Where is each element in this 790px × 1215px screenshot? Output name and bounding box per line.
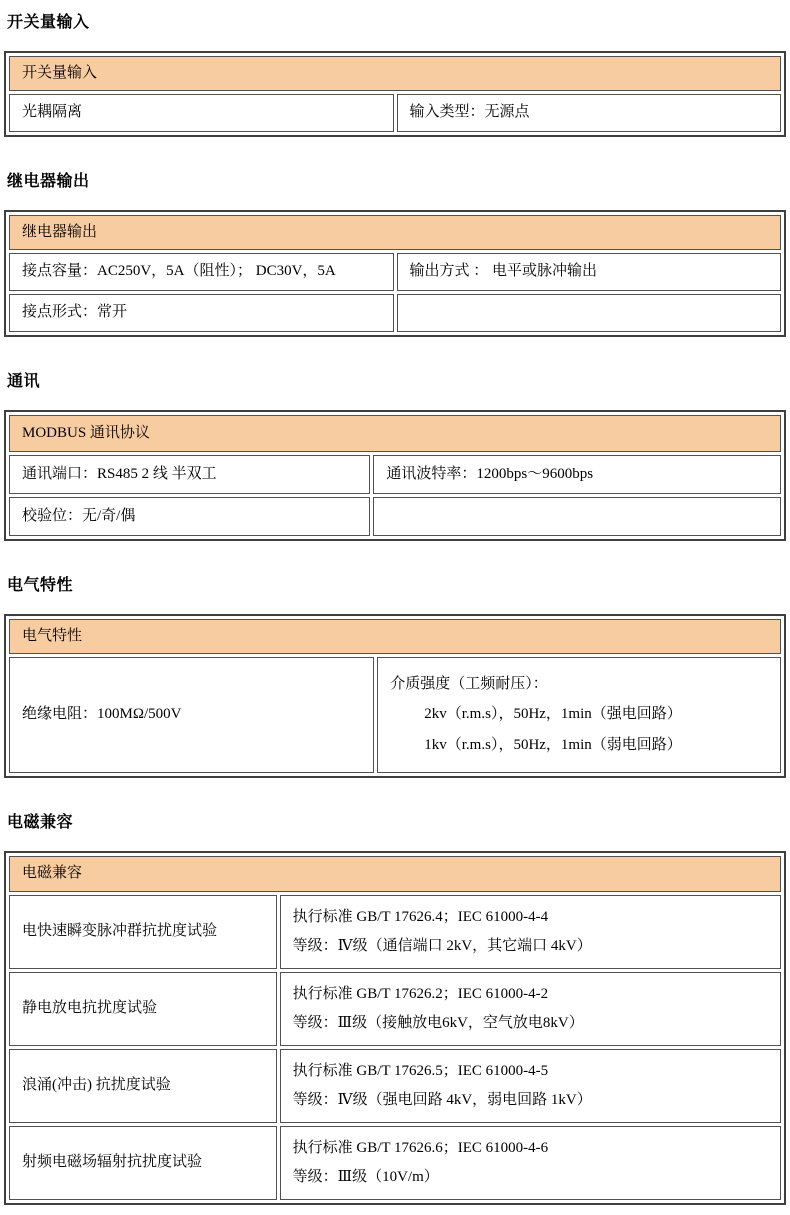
- cell-line: 等级：Ⅳ级（强电回路 4kV，弱电回路 1kV）: [292, 1091, 592, 1108]
- table-cell: 绝缘电阻：100MΩ/500V: [9, 657, 374, 773]
- table-cell: [280, 972, 781, 1046]
- section-heading: 继电器输出: [7, 173, 90, 190]
- table-row: [9, 1049, 781, 1123]
- cell-line: 执行标准 GB/T 17626.6；IEC 61000-4-6: [292, 1140, 549, 1157]
- table-header-cell: 电磁兼容: [9, 856, 781, 892]
- cell-line: 等级：Ⅲ级（接触放电6kV，空气放电8kV）: [292, 1014, 584, 1031]
- section-heading: 开关量输入: [7, 14, 90, 31]
- cell-line: 执行标准 GB/T 17626.2；IEC 61000-4-2: [292, 986, 549, 1003]
- table-cell: 接点容量：AC250V，5A（阻性）； DC30V，5A: [9, 253, 394, 291]
- section-relay-output: [4, 168, 786, 337]
- table-row: [9, 972, 781, 1046]
- table-cell: [280, 895, 781, 969]
- section-switch-input: [4, 9, 786, 137]
- table-cell: 浪涌(冲击) 抗扰度试验: [9, 1049, 277, 1123]
- table-cell: 通讯端口：RS485 2 线 半双工: [9, 455, 370, 494]
- table-cell: 输出方式 ： 电平或脉冲输出: [397, 253, 782, 291]
- table-header-row: [9, 619, 781, 654]
- table-cell: [280, 1049, 781, 1123]
- table-row: [9, 455, 781, 494]
- cell-line: 等级：Ⅲ级（10V/m）: [292, 1168, 439, 1185]
- section-electrical-characteristics: [4, 572, 786, 778]
- table-header-row: [9, 856, 781, 892]
- table-cell: [377, 657, 781, 773]
- table-header-row: [9, 56, 781, 91]
- table-row: [9, 657, 781, 773]
- table-cell: 输入类型：无源点: [397, 94, 782, 132]
- table-cell: 光耦隔离: [9, 94, 394, 132]
- table-row: [9, 895, 781, 969]
- cell-line: 1kv（r.m.s），50Hz，1min（弱电回路）: [424, 736, 682, 753]
- spec-table-emc: [4, 851, 786, 1205]
- spec-table-switch-input: [4, 51, 786, 137]
- table-header-row: [9, 415, 781, 452]
- table-cell: 接点形式：常开: [9, 294, 394, 332]
- table-row: [9, 294, 781, 332]
- table-header-cell: 电气特性: [9, 619, 781, 654]
- table-row: [9, 253, 781, 291]
- table-row: [9, 497, 781, 536]
- table-cell: 射频电磁场辐射抗扰度试验: [9, 1126, 277, 1200]
- table-cell: [373, 497, 781, 536]
- spec-table-relay-output: [4, 210, 786, 337]
- section-heading: 电磁兼容: [7, 814, 74, 831]
- cell-line: 2kv（r.m.s），50Hz，1min（强电回路）: [424, 706, 682, 723]
- cell-line: 等级：Ⅳ级（通信端口 2kV，其它端口 4kV）: [292, 937, 592, 954]
- cell-line: 介质强度（工频耐压）：: [390, 676, 548, 693]
- table-row: [9, 1126, 781, 1200]
- table-header-cell: MODBUS 通讯协议: [9, 415, 781, 452]
- cell-line: 执行标准 GB/T 17626.4；IEC 61000-4-4: [292, 909, 549, 926]
- table-cell: [280, 1126, 781, 1200]
- cell-line: 执行标准 GB/T 17626.5；IEC 61000-4-5: [292, 1063, 549, 1080]
- table-header-row: [9, 215, 781, 250]
- table-header-cell: 继电器输出: [9, 215, 781, 250]
- section-emc: [4, 809, 786, 1205]
- table-cell: 电快速瞬变脉冲群抗扰度试验: [9, 895, 277, 969]
- section-communication: [4, 368, 786, 541]
- table-cell: [397, 294, 782, 332]
- spec-table-electrical: [4, 614, 786, 778]
- table-cell: 静电放电抗扰度试验: [9, 972, 277, 1046]
- section-heading: 通讯: [7, 373, 41, 390]
- section-heading: 电气特性: [7, 577, 74, 594]
- spec-table-communication: [4, 410, 786, 541]
- table-cell: 通讯波特率：1200bps～9600bps: [373, 455, 781, 494]
- table-cell: 校验位：无/奇/偶: [9, 497, 370, 536]
- table-row: [9, 94, 781, 132]
- table-header-cell: 开关量输入: [9, 56, 781, 91]
